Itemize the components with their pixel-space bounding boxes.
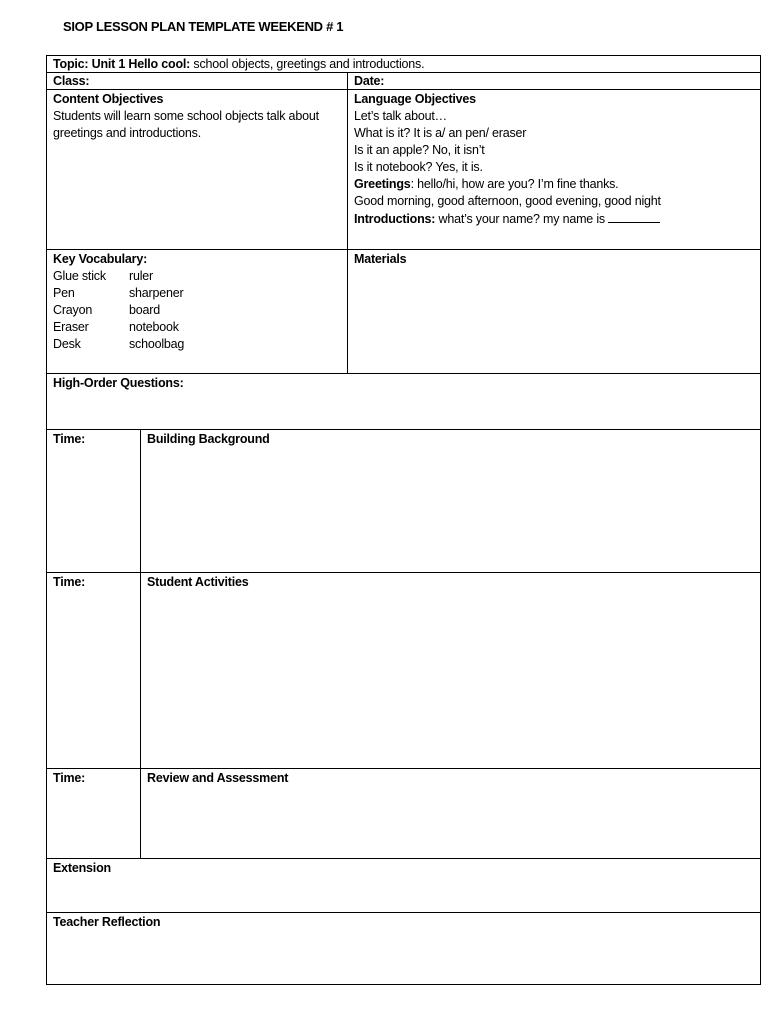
review-assessment-cell: Review and Assessment — [141, 769, 761, 859]
vocabulary-word: sharpener — [129, 286, 184, 300]
introductions-label: Introductions: — [354, 212, 436, 226]
topic-label: Topic: Unit 1 Hello cool: — [53, 57, 191, 71]
date-cell: Date: — [348, 73, 761, 90]
extension-row — [47, 859, 761, 913]
time-cell: Time: — [47, 573, 141, 769]
language-objective-line: What is it? It is a/ an pen/ eraser — [354, 126, 527, 140]
vocabulary-row — [53, 302, 341, 319]
extension-cell: Extension — [47, 859, 761, 913]
content-objectives-cell — [47, 90, 348, 250]
vocabulary-word: notebook — [129, 320, 179, 334]
vocabulary-word: Pen — [53, 286, 75, 300]
vocabulary-row — [53, 285, 341, 302]
lesson-plan-table — [46, 55, 761, 985]
high-order-questions-cell: High-Order Questions: — [47, 374, 761, 430]
language-objectives-heading: Language Objectives — [354, 92, 476, 106]
topic-row — [47, 56, 761, 73]
language-objective-line: Is it notebook? Yes, it is. — [354, 160, 483, 174]
materials-cell: Materials — [348, 250, 761, 374]
vocabulary-word: board — [129, 303, 160, 317]
introductions-line — [354, 210, 754, 228]
greetings-line — [354, 176, 754, 193]
times-of-day-line: Good morning, good afternoon, good evening, good night — [354, 194, 661, 208]
building-background-row — [47, 430, 761, 573]
key-vocabulary-cell — [47, 250, 348, 374]
vocabulary-word: ruler — [129, 269, 154, 283]
vocabulary-word: Glue stick — [53, 269, 106, 283]
building-background-cell: Building Background — [141, 430, 761, 573]
high-order-row — [47, 374, 761, 430]
teacher-reflection-row — [47, 913, 761, 985]
vocabulary-word: Eraser — [53, 320, 89, 334]
vocabulary-row — [53, 336, 341, 353]
vocabulary-row — [53, 319, 341, 336]
introductions-text: what’s your name? my name is — [435, 212, 605, 226]
review-assessment-row — [47, 769, 761, 859]
language-objectives-cell — [348, 90, 761, 250]
teacher-reflection-cell: Teacher Reflection — [47, 913, 761, 985]
time-cell: Time: — [47, 769, 141, 859]
topic-cell — [47, 56, 761, 73]
class-cell: Class: — [47, 73, 348, 90]
time-cell: Time: — [47, 430, 141, 573]
student-activities-cell: Student Activities — [141, 573, 761, 769]
class-date-row — [47, 73, 761, 90]
vocabulary-row — [53, 268, 341, 285]
objectives-row — [47, 90, 761, 250]
language-objective-line: Is it an apple? No, it isn’t — [354, 143, 485, 157]
topic-value: school objects, greetings and introductions. — [193, 57, 425, 71]
vocabulary-word: Crayon — [53, 303, 93, 317]
key-vocabulary-heading: Key Vocabulary: — [53, 252, 148, 266]
content-objectives-heading: Content Objectives — [53, 92, 164, 106]
content-objectives-text: Students will learn some school objects talk about greetings and introductions. — [53, 109, 319, 140]
greetings-text: : hello/hi, how are you? I’m fine thanks. — [410, 177, 619, 191]
vocabulary-word: schoolbag — [129, 337, 185, 351]
language-objective-line: Let’s talk about… — [354, 109, 447, 123]
vocabulary-word: Desk — [53, 337, 81, 351]
vocabulary-materials-row — [47, 250, 761, 374]
student-activities-row — [47, 573, 761, 769]
greetings-label: Greetings — [354, 177, 411, 191]
name-blank-line — [608, 210, 660, 223]
document-title: SIOP LESSON PLAN TEMPLATE WEEKEND # 1 — [63, 19, 344, 34]
